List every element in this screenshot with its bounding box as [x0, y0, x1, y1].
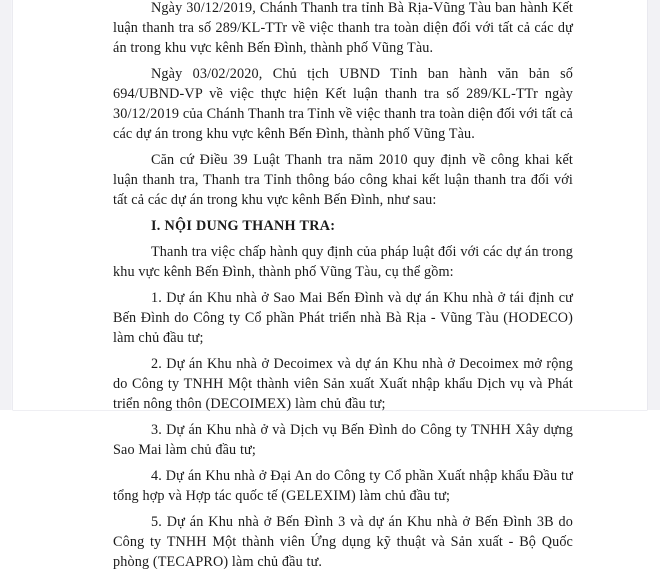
paragraph-ngay-30-12-2019: Ngày 30/12/2019, Chánh Thanh tra tỉnh Bà Rịa-Vũng Tàu ban hành Kết luận thanh tra số 289/KL-TTr về việc thanh tra toàn diện đối với tất cả các dự án trong khu vực kênh Bến Đình, thành phố Vũng Tàu.	[113, 0, 573, 56]
paragraph-thanh-tra-viec-chap-hanh: Thanh tra việc chấp hành quy định của pháp luật đối với các dự án trong khu vực kênh Bến Đình, thành phố Vũng Tàu, cụ thể gồm:	[113, 244, 573, 280]
list-item-4-gelexim: 4. Dự án Khu nhà ở Đại An do Công ty Cổ phần Xuất nhập khẩu Đầu tư tổng hợp và Hợp tác quốc tế (GELEXIM) làm chủ đầu tư;	[113, 468, 573, 504]
list-item-1-hodeco: 1. Dự án Khu nhà ở Sao Mai Bến Đình và dự án Khu nhà ở tái định cư Bến Đình do Công ty Cổ phần Phát triển nhà Bà Rịa - Vũng Tàu (HODECO) làm chủ đầu tư;	[113, 290, 573, 346]
section-heading-noi-dung-thanh-tra: I. NỘI DUNG THANH TRA:	[151, 218, 336, 234]
paragraph-ngay-03-02-2020: Ngày 03/02/2020, Chủ tịch UBND Tỉnh ban hành văn bản số 694/UBND-VP về việc thực hiện Kết luận thanh tra số 289/KL-TTr ngày 30/12/2019 của Chánh Thanh tra Tỉnh về việc thanh tra toàn diện đối với tất cả các dự án trong khu vực kênh Bến Đình, thành phố Vũng Tàu.	[113, 66, 573, 142]
list-item-5-tecapro: 5. Dự án Khu nhà ở Bến Đình 3 và dự án Khu nhà ở Bến Đình 3B do Công ty TNHH Một thành viên Ứng dụng kỹ thuật và Sản xuất - Bộ Quốc phòng (TECAPRO) làm chủ đầu tư.	[113, 514, 573, 570]
document-page	[13, 0, 647, 570]
document-text-body	[113, 0, 573, 572]
list-item-3-sao-mai: 3. Dự án Khu nhà ở và Dịch vụ Bến Đình do Công ty TNHH Xây dựng Sao Mai làm chủ đầu tư;	[113, 422, 573, 458]
paragraph-can-cu-dieu-39: Căn cứ Điều 39 Luật Thanh tra năm 2010 quy định về công khai kết luận thanh tra, Thanh tra Tỉnh thông báo công khai kết luận thanh tra đối với tất cả các dự án trong khu vực kênh Bến Đình, như sau:	[113, 152, 573, 208]
list-item-2-decoimex: 2. Dự án Khu nhà ở Decoimex và dự án Khu nhà ở Decoimex mở rộng do Công ty TNHH Một thành viên Sản xuất Xuất nhập khẩu Dịch vụ và Phát triển nông thôn (DECOIMEX) làm chủ đầu tư;	[113, 356, 573, 412]
